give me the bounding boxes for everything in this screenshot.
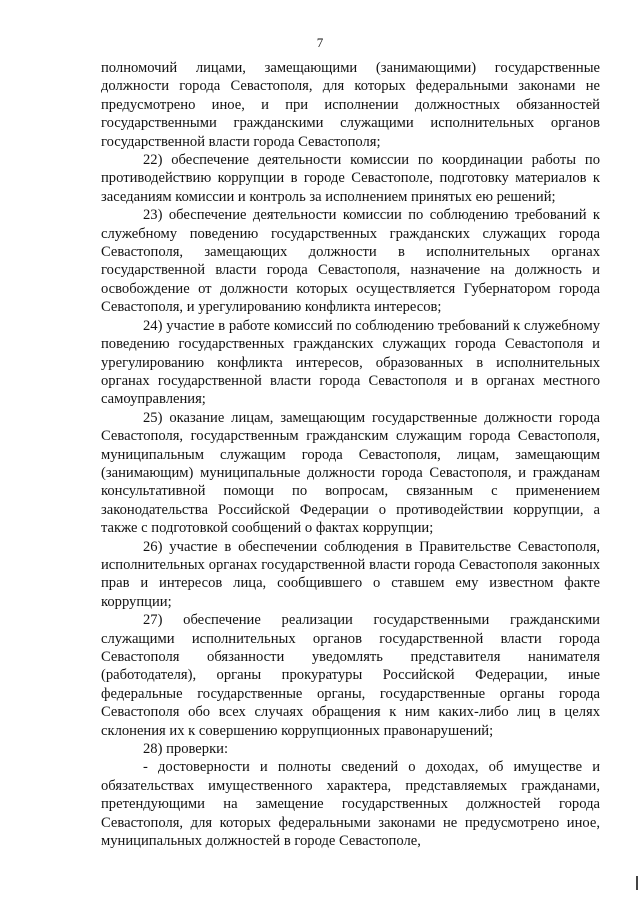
page-number: 7 [316,35,324,50]
paragraph-item-25: 25) оказание лицам, замещающим государственные должности города Севастополя, государственным гражданским служащим города Севастополя, муниципальным служащим города Севастополя, лицам, замещающим (занимающим) муниципальные должности города Севастополя, и гражданам консультативной помощи по вопросам, связанным с применением законодательства Российской Федерации о противодействии коррупции, а также с подготовкой сообщений о фактах коррупции; [101,409,600,537]
scan-edge-mark [636,876,638,890]
paragraph-item-24: 24) участие в работе комиссий по соблюдению требований к служебному поведению государственных гражданских служащих города Севастополя и урегулированию конфликта интересов, образованных в исполнительных органах государственной власти города Севастополя и в органах местного самоуправления; [101,317,600,408]
document-body [101,59,600,850]
paragraph-item-28-subitem: - достоверности и полноты сведений о доходах, об имуществе и обязательствах имущественного характера, представляемых гражданами, претендующими на замещение государственных должностей города Севастополя, для которых федеральными законами не предусмотрено иное, муниципальных должностей в городе Севастополе, [101,759,600,850]
paragraph-item-23: 23) обеспечение деятельности комиссии по соблюдению требований к служебному поведению государственных гражданских служащих города Севастополя, замещающих должности в исполнительных органах государственной власти города Севастополя, назначение на должность и освобождение от должности которых осуществляется Губернатором города Севастополя, и урегулированию конфликта интересов; [101,207,600,316]
paragraph-item-26: 26) участие в обеспечении соблюдения в Правительстве Севастополя, исполнительных органах государственной власти города Севастополя законных прав и интересов лица, сообщившего о ставшем ему известном факте коррупции; [101,538,600,610]
paragraph-item-22: 22) обеспечение деятельности комиссии по координации работы по противодействию коррупции в городе Севастополе, подготовку материалов к заседаниям комиссии и контроль за исполнением принятых ею решений; [101,152,600,205]
paragraph-continuation: полномочий лицами, замещающими (занимающими) государственные должности города Севастополя, для которых федеральными законами не предусмотрено иное, и при исполнении должностных обязанностей государственными гражданскими служащими исполнительных органов государственной власти города Севастополя; [101,60,600,150]
paragraph-item-27: 27) обеспечение реализации государственными гражданскими служащими исполнительных органов государственной власти города Севастополя обязанности уведомлять представителя нанимателя (работодателя), органы прокуратуры Российской Федерации, иные федеральные государственные органы, государственные органы города Севастополя обо всех случаях обращения к ним каких-либо лиц в целях склонения их к совершению коррупционных правонарушений; [101,612,600,739]
paragraph-item-28: 28) проверки: [143,741,229,758]
